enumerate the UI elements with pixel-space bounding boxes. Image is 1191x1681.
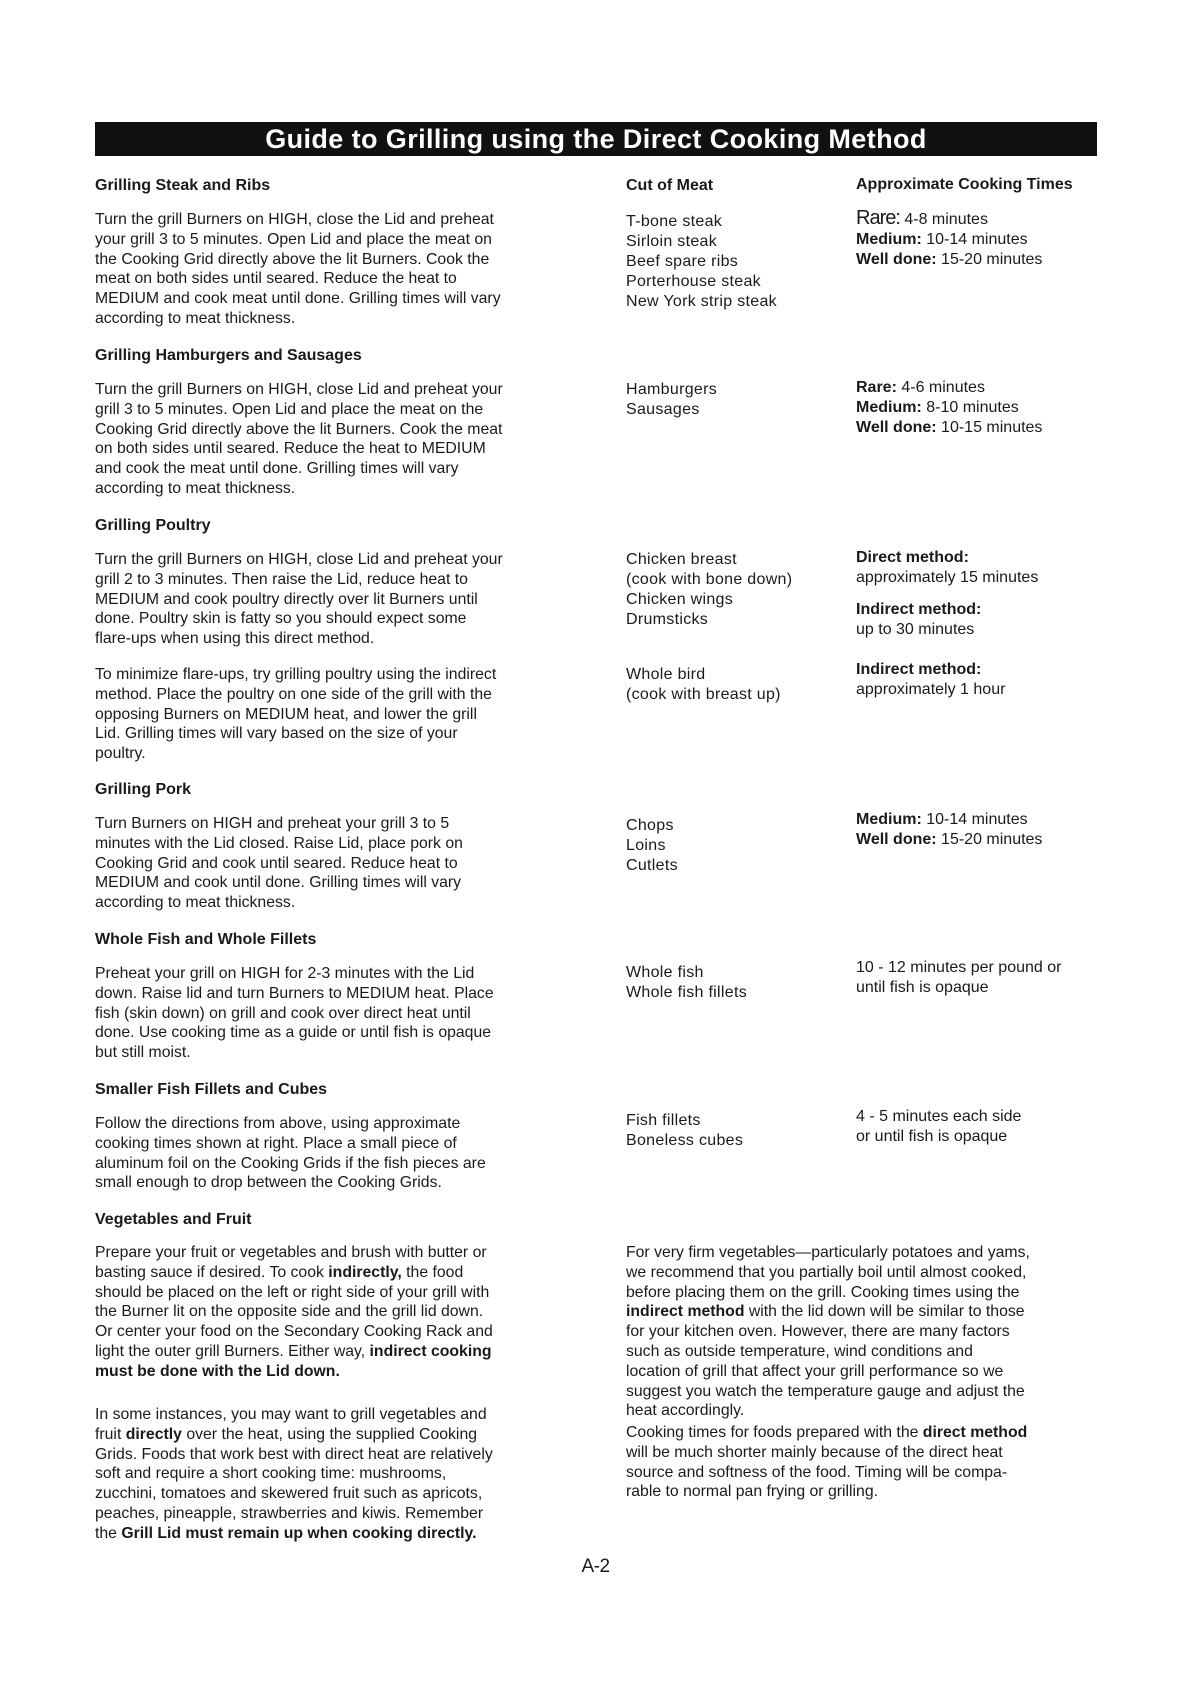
text-line: Boneless cubes: [626, 1132, 744, 1149]
text-run: Or center your food on the Secondary Cooking Rack and: [95, 1323, 493, 1341]
text-line: small enough to drop between the Cooking Grids.: [95, 1174, 442, 1192]
text-line: on both sides until seared. Reduce the heat to MEDIUM: [95, 440, 486, 458]
bold-text-run: indirectly,: [328, 1263, 402, 1281]
bold-text-run: Grill Lid must remain up when cooking directly.: [121, 1524, 477, 1542]
text-line: Whole fish fillets: [626, 984, 747, 1001]
text-run: for your kitchen oven. However, there are many factors: [626, 1323, 1010, 1341]
text-line: Fish fillets: [626, 1112, 701, 1129]
text-run: location of grill that affect your grill performance so we: [626, 1362, 1004, 1380]
text-line: [626, 1243, 1030, 1263]
poultry-whole-bird-list: [626, 665, 781, 705]
small-fish-text: [95, 1114, 486, 1193]
text-line: MEDIUM and cook meat until done. Grilling times will vary: [95, 290, 501, 308]
text-line: Turn the grill Burners on HIGH, close Lid and preheat your: [95, 551, 503, 568]
text-line: Sausages: [626, 401, 700, 418]
pork-heading: Grilling Pork: [95, 781, 192, 798]
burgers-time-well-done: Well done: 10-15 minutes: [856, 419, 1043, 436]
text-line: according to meat thickness.: [95, 894, 296, 912]
text-line: [626, 1362, 1030, 1382]
text-run: the Burner lit on the opposite side and the grill lid down.: [95, 1303, 484, 1321]
poultry-heading: Grilling Poultry: [95, 517, 211, 534]
text-line: [95, 1484, 493, 1504]
text-line: MEDIUM and cook until done. Grilling times will vary: [95, 874, 462, 892]
burgers-time-medium: Medium: 8-10 minutes: [856, 399, 1019, 416]
text-line: and cook the meat until done. Grilling times will vary: [95, 460, 459, 478]
pork-cuts-list: [626, 816, 678, 876]
steak-cuts-list: [626, 212, 777, 312]
pork-time-well-done: Well done: 15-20 minutes: [856, 831, 1043, 848]
text-line: poultry.: [95, 745, 146, 763]
text-run: such as outside temperature, wind conditions and: [626, 1342, 973, 1360]
text-line: Hamburgers: [626, 381, 718, 398]
poultry-indirect-value: up to 30 minutes: [856, 621, 975, 638]
text-line: Whole fish: [626, 964, 704, 981]
pork-time-medium: Medium: 10-14 minutes: [856, 811, 1028, 828]
text-run: over the heat, using the supplied Cooking: [181, 1425, 478, 1443]
small-fish-heading: Smaller Fish Fillets and Cubes: [95, 1081, 328, 1098]
text-line: [626, 1283, 1030, 1303]
text-line: Drumsticks: [626, 611, 709, 628]
text-line: Porterhouse steak: [626, 273, 761, 290]
small-fish-cuts-list: [626, 1111, 743, 1151]
text-line: flare-ups when using this direct method.: [95, 630, 375, 648]
bold-text-run: indirect cooking: [369, 1342, 492, 1360]
text-line: 4 - 5 minutes each side: [856, 1108, 1022, 1125]
text-line: opposing Burners on MEDIUM heat, and lower the grill: [95, 705, 477, 723]
text-line: Cooking Grid and cook until seared. Reduce heat to: [95, 854, 458, 872]
small-fish-times: [856, 1107, 1021, 1147]
text-run: Prepare your fruit or vegetables and brush with butter or: [95, 1244, 487, 1261]
text-line: (cook with bone down): [626, 571, 793, 588]
text-line: Cutlets: [626, 857, 678, 874]
text-line: [95, 1445, 493, 1465]
text-line: until fish is opaque: [856, 979, 989, 996]
text-run: the: [95, 1524, 122, 1542]
text-run: soft and require a short cooking time: mushrooms,: [95, 1465, 447, 1483]
poultry-indirect-time: [856, 600, 981, 640]
poultry-cuts-list: [626, 550, 792, 630]
text-line: Chops: [626, 817, 674, 834]
text-line: Follow the directions from above, using approximate: [95, 1115, 461, 1132]
text-line: [95, 1322, 493, 1342]
burgers-cuts-list: [626, 380, 717, 420]
text-line: grill 2 to 3 minutes. Then raise the Lid, reduce heat to: [95, 570, 468, 588]
burgers-heading: Grilling Hamburgers and Sausages: [95, 347, 362, 364]
text-line: your grill 3 to 5 minutes. Open Lid and place the meat on: [95, 230, 492, 248]
poultry-direct-time: [856, 548, 1038, 588]
text-line: Cooking Grid directly above the lit Burners. Cook the meat: [95, 420, 503, 438]
steak-heading: Grilling Steak and Ribs: [95, 177, 271, 194]
text-run: heat accordingly.: [626, 1402, 745, 1420]
bold-text-run: must be done with the Lid down.: [95, 1362, 340, 1380]
text-run: light the outer grill Burners. Either way,: [95, 1342, 370, 1360]
text-line: [626, 1401, 1030, 1421]
pork-text: [95, 814, 463, 913]
text-run: will be much shorter mainly because of the direct heat: [626, 1443, 1003, 1461]
text-line: or until fish is opaque: [856, 1128, 1008, 1145]
text-line: Chicken wings: [626, 591, 734, 608]
text-run: the food: [401, 1263, 464, 1281]
text-line: but still moist.: [95, 1044, 191, 1062]
steak-text: [95, 210, 501, 329]
text-line: [95, 1524, 493, 1544]
text-line: according to meat thickness.: [95, 309, 296, 327]
text-line: [626, 1443, 1027, 1463]
text-run: Cooking times for foods prepared with the: [626, 1424, 923, 1441]
text-line: Whole bird: [626, 666, 706, 683]
bold-text-run: indirect method: [626, 1303, 745, 1321]
poultry-indirect-label: Indirect method:: [856, 601, 982, 618]
text-line: [95, 1342, 493, 1362]
bold-text-run: directly: [125, 1425, 182, 1443]
bold-text-run: direct method: [922, 1424, 1028, 1441]
text-line: minutes with the Lid closed. Raise Lid, place pork on: [95, 834, 463, 852]
steak-time-well-done: Well done: 15-20 minutes: [856, 251, 1043, 268]
whole-fish-times: [856, 958, 1061, 998]
steak-time-medium: Medium: 10-14 minutes: [856, 231, 1028, 248]
text-line: Preheat your grill on HIGH for 2-3 minutes with the Lid: [95, 965, 475, 982]
text-line: aluminum foil on the Cooking Grids if the fish pieces are: [95, 1154, 486, 1172]
vegetables-direct-method-text: [626, 1423, 1027, 1502]
text-line: done. Use cooking time as a guide or until fish is opaque: [95, 1024, 492, 1042]
text-run: For very firm vegetables—particularly potatoes and yams,: [626, 1244, 1030, 1261]
text-run: we recommend that you partially boil until almost cooked,: [626, 1263, 1027, 1281]
page-number: A-2: [581, 1556, 610, 1577]
text-run: source and softness of the food. Timing will be compa-: [626, 1463, 1008, 1481]
text-line: [95, 1243, 493, 1263]
burgers-time-rare: Rare: 4-6 minutes: [856, 379, 985, 396]
poultry-direct-value: approximately 15 minutes: [856, 569, 1039, 586]
poultry-indirect2-value: approximately 1 hour: [856, 681, 1006, 698]
text-run: rable to normal pan frying or grilling.: [626, 1483, 878, 1501]
text-line: [95, 1283, 493, 1303]
text-line: Lid. Grilling times will vary based on the size of your: [95, 725, 458, 743]
text-run: before placing them on the grill. Cooking times using the: [626, 1283, 1020, 1301]
text-run: basting sauce if desired. To cook: [95, 1263, 329, 1281]
text-line: (cook with breast up): [626, 686, 781, 703]
text-line: [95, 1425, 493, 1445]
poultry-direct-label: Direct method:: [856, 549, 969, 566]
poultry-text: [95, 550, 503, 649]
text-line: Chicken breast: [626, 551, 737, 568]
text-line: New York strip steak: [626, 293, 777, 310]
burgers-text: [95, 380, 503, 499]
text-line: MEDIUM and cook poultry directly over lit Burners until: [95, 590, 478, 608]
text-line: down. Raise lid and turn Burners to MEDIUM heat. Place: [95, 984, 494, 1002]
text-line: grill 3 to 5 minutes. Open Lid and place the meat on the: [95, 400, 484, 418]
text-line: [95, 1504, 493, 1524]
text-line: Turn Burners on HIGH and preheat your grill 3 to 5: [95, 815, 450, 832]
text-line: according to meat thickness.: [95, 479, 296, 497]
text-line: meat on both sides until seared. Reduce the heat to: [95, 270, 457, 288]
text-line: the Cooking Grid directly above the lit Burners. Cook the: [95, 250, 490, 268]
text-line: done. Poultry skin is fatty so you should expect some: [95, 610, 467, 628]
text-line: [626, 1342, 1030, 1362]
text-line: Turn the grill Burners on HIGH, close Lid and preheat your: [95, 381, 503, 398]
cooking-times-header: Approximate Cooking Times: [856, 176, 1073, 193]
text-line: 10 - 12 minutes per pound or: [856, 959, 1062, 976]
poultry-indirect2-label: Indirect method:: [856, 661, 982, 678]
text-line: [626, 1482, 1027, 1502]
cut-of-meat-header: Cut of Meat: [626, 177, 714, 194]
vegetables-heading: Vegetables and Fruit: [95, 1211, 252, 1228]
whole-fish-heading: Whole Fish and Whole Fillets: [95, 931, 317, 948]
text-run: should be placed on the left or right side of your grill with: [95, 1283, 490, 1301]
text-run: zucchini, tomatoes and skewered fruit such as apricots,: [95, 1485, 483, 1503]
text-run: Grids. Foods that work best with direct heat are relatively: [95, 1445, 493, 1463]
text-line: [626, 1423, 1027, 1443]
vegetables-indirect-text: [95, 1243, 493, 1382]
pork-times: [856, 810, 1042, 850]
text-line: [95, 1362, 493, 1382]
steak-times: [856, 208, 1042, 270]
text-line: [95, 1464, 493, 1484]
steak-time-rare: Rare: 4-8 minutes: [856, 207, 988, 229]
text-line: [626, 1263, 1030, 1283]
text-line: [95, 1302, 493, 1322]
text-line: Beef spare ribs: [626, 253, 739, 270]
text-line: [626, 1382, 1030, 1402]
text-run: peaches, pineapple, strawberries and kiwis. Remember: [95, 1504, 484, 1522]
text-line: T-bone steak: [626, 213, 723, 230]
text-line: cooking times shown at right. Place a small piece of: [95, 1134, 457, 1152]
text-line: fish (skin down) on grill and cook over direct heat until: [95, 1004, 471, 1022]
text-run: fruit: [95, 1425, 126, 1443]
text-line: To minimize flare-ups, try grilling poultry using the indirect: [95, 666, 497, 683]
vegetables-direct-text: [95, 1405, 493, 1544]
text-line: Turn the grill Burners on HIGH, close the Lid and preheat: [95, 211, 494, 228]
whole-fish-text: [95, 964, 494, 1063]
text-line: Sirloin steak: [626, 233, 718, 250]
text-line: [95, 1263, 493, 1283]
text-line: [626, 1463, 1027, 1483]
text-line: [626, 1322, 1030, 1342]
text-line: [626, 1302, 1030, 1322]
burgers-times: [856, 378, 1042, 438]
poultry-indirect-text: [95, 665, 496, 764]
poultry-whole-bird-time: [856, 660, 1005, 700]
whole-fish-cuts-list: [626, 963, 747, 1003]
text-line: [95, 1405, 493, 1425]
page-title-banner: Guide to Grilling using the Direct Cooking Method: [95, 122, 1097, 156]
text-line: method. Place the poultry on one side of the grill with the: [95, 685, 492, 703]
text-run: suggest you watch the temperature gauge and adjust the: [626, 1382, 1025, 1400]
vegetables-firm-text: [626, 1243, 1030, 1421]
text-run: with the lid down will be similar to those: [744, 1303, 1025, 1321]
text-line: Loins: [626, 837, 666, 854]
text-run: In some instances, you may want to grill vegetables and: [95, 1406, 487, 1423]
